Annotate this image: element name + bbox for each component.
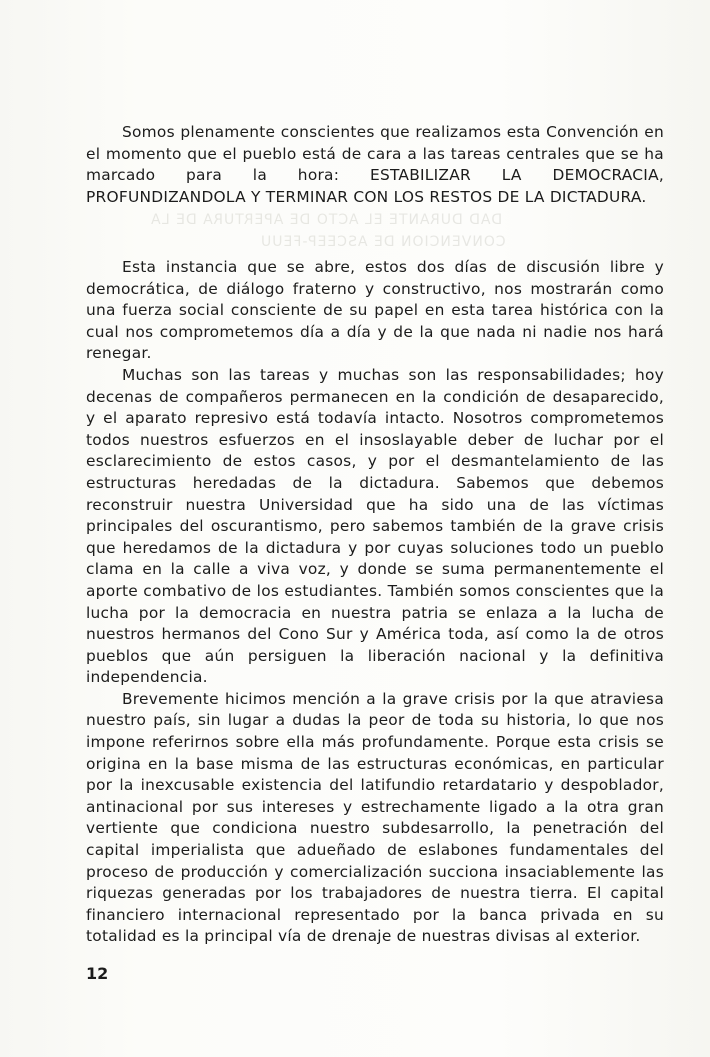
show-through-text: DAD DURANTE EL ACTO DE APERTURA DE LA — [150, 212, 503, 228]
paragraph-2: Esta instancia que se abre, estos dos días de discusión libre y democrática, de diálogo fraterno y constructivo, nos mostrarán como una fuerza social consciente de su papel en esta tarea histórica con la cual nos comprometemos día a día y de la que nada ni nadie nos hará renegar. — [86, 258, 664, 363]
paragraph-4: Brevemente hicimos mención a la grave crisis por la que atraviesa nuestro país, sin lugar a dudas la peor de toda su historia, lo que nos impone referirnos sobre ella más profundamente. Porque esta crisis se origina en la base misma de las estructuras económicas, en particular por la inexcusable existencia del latifundio retardatario y despoblador, antinacional por sus intereses y estrechamente ligado a la otra gran vertiente que condiciona nuestro subdesarrollo, la penetración del capital imperialista que adueñado de eslabones fundamentales del proceso de producción y comercialización succiona insaciablemente las riquezas generadas por los trabajadores de nuestra tierra. El capital financiero internacional representado por la banca privada en su totalidad es la principal vía de drenaje de nuestras divisas al exterior. — [86, 689, 664, 946]
page-number: 12 — [86, 964, 109, 983]
text-column-continued — [86, 257, 664, 948]
paragraph-1: Somos plenamente conscientes que realizamos esta Convención en el momento que el pueblo está de cara a las tareas centrales que se ha marcado para la hora: ESTABILIZAR LA DEMOCRACIA, PROFUNDIZANDOLA Y TERMINAR CON LOS RESTOS DE LA DICTADURA. — [86, 123, 664, 206]
paragraph-3: Muchas son las tareas y muchas son las responsabilidades; hoy decenas de compañeros permanecen en la condición de desaparecido, y el aparato represivo está todavía intacto. Nosotros comprometemos todos nuestros esfuerzos en el insoslayable deber de luchar por el esclarecimiento de estos casos, y por el desmantelamiento de las estructuras heredadas de la dictadura. Sabemos que debemos reconstruir nuestra Universidad que ha sido una de las víctimas principales del oscurantismo, pero sabemos también de la grave crisis que heredamos de la dictadura y por cuyas soluciones todo un pueblo clama en la calle a viva voz, y donde se suma permanentemente el aporte combativo de los estudiantes. También somos conscientes que la lucha por la democracia en nuestra patria se enlaza a la lucha de nuestros hermanos del Cono Sur y América toda, así como la de otros pueblos que aún persiguen la liberación nacional y la definitiva independencia. — [86, 365, 664, 687]
show-through-text: CONVENCION DE ASCEEP-FEUU — [260, 234, 506, 250]
text-column — [86, 122, 664, 208]
